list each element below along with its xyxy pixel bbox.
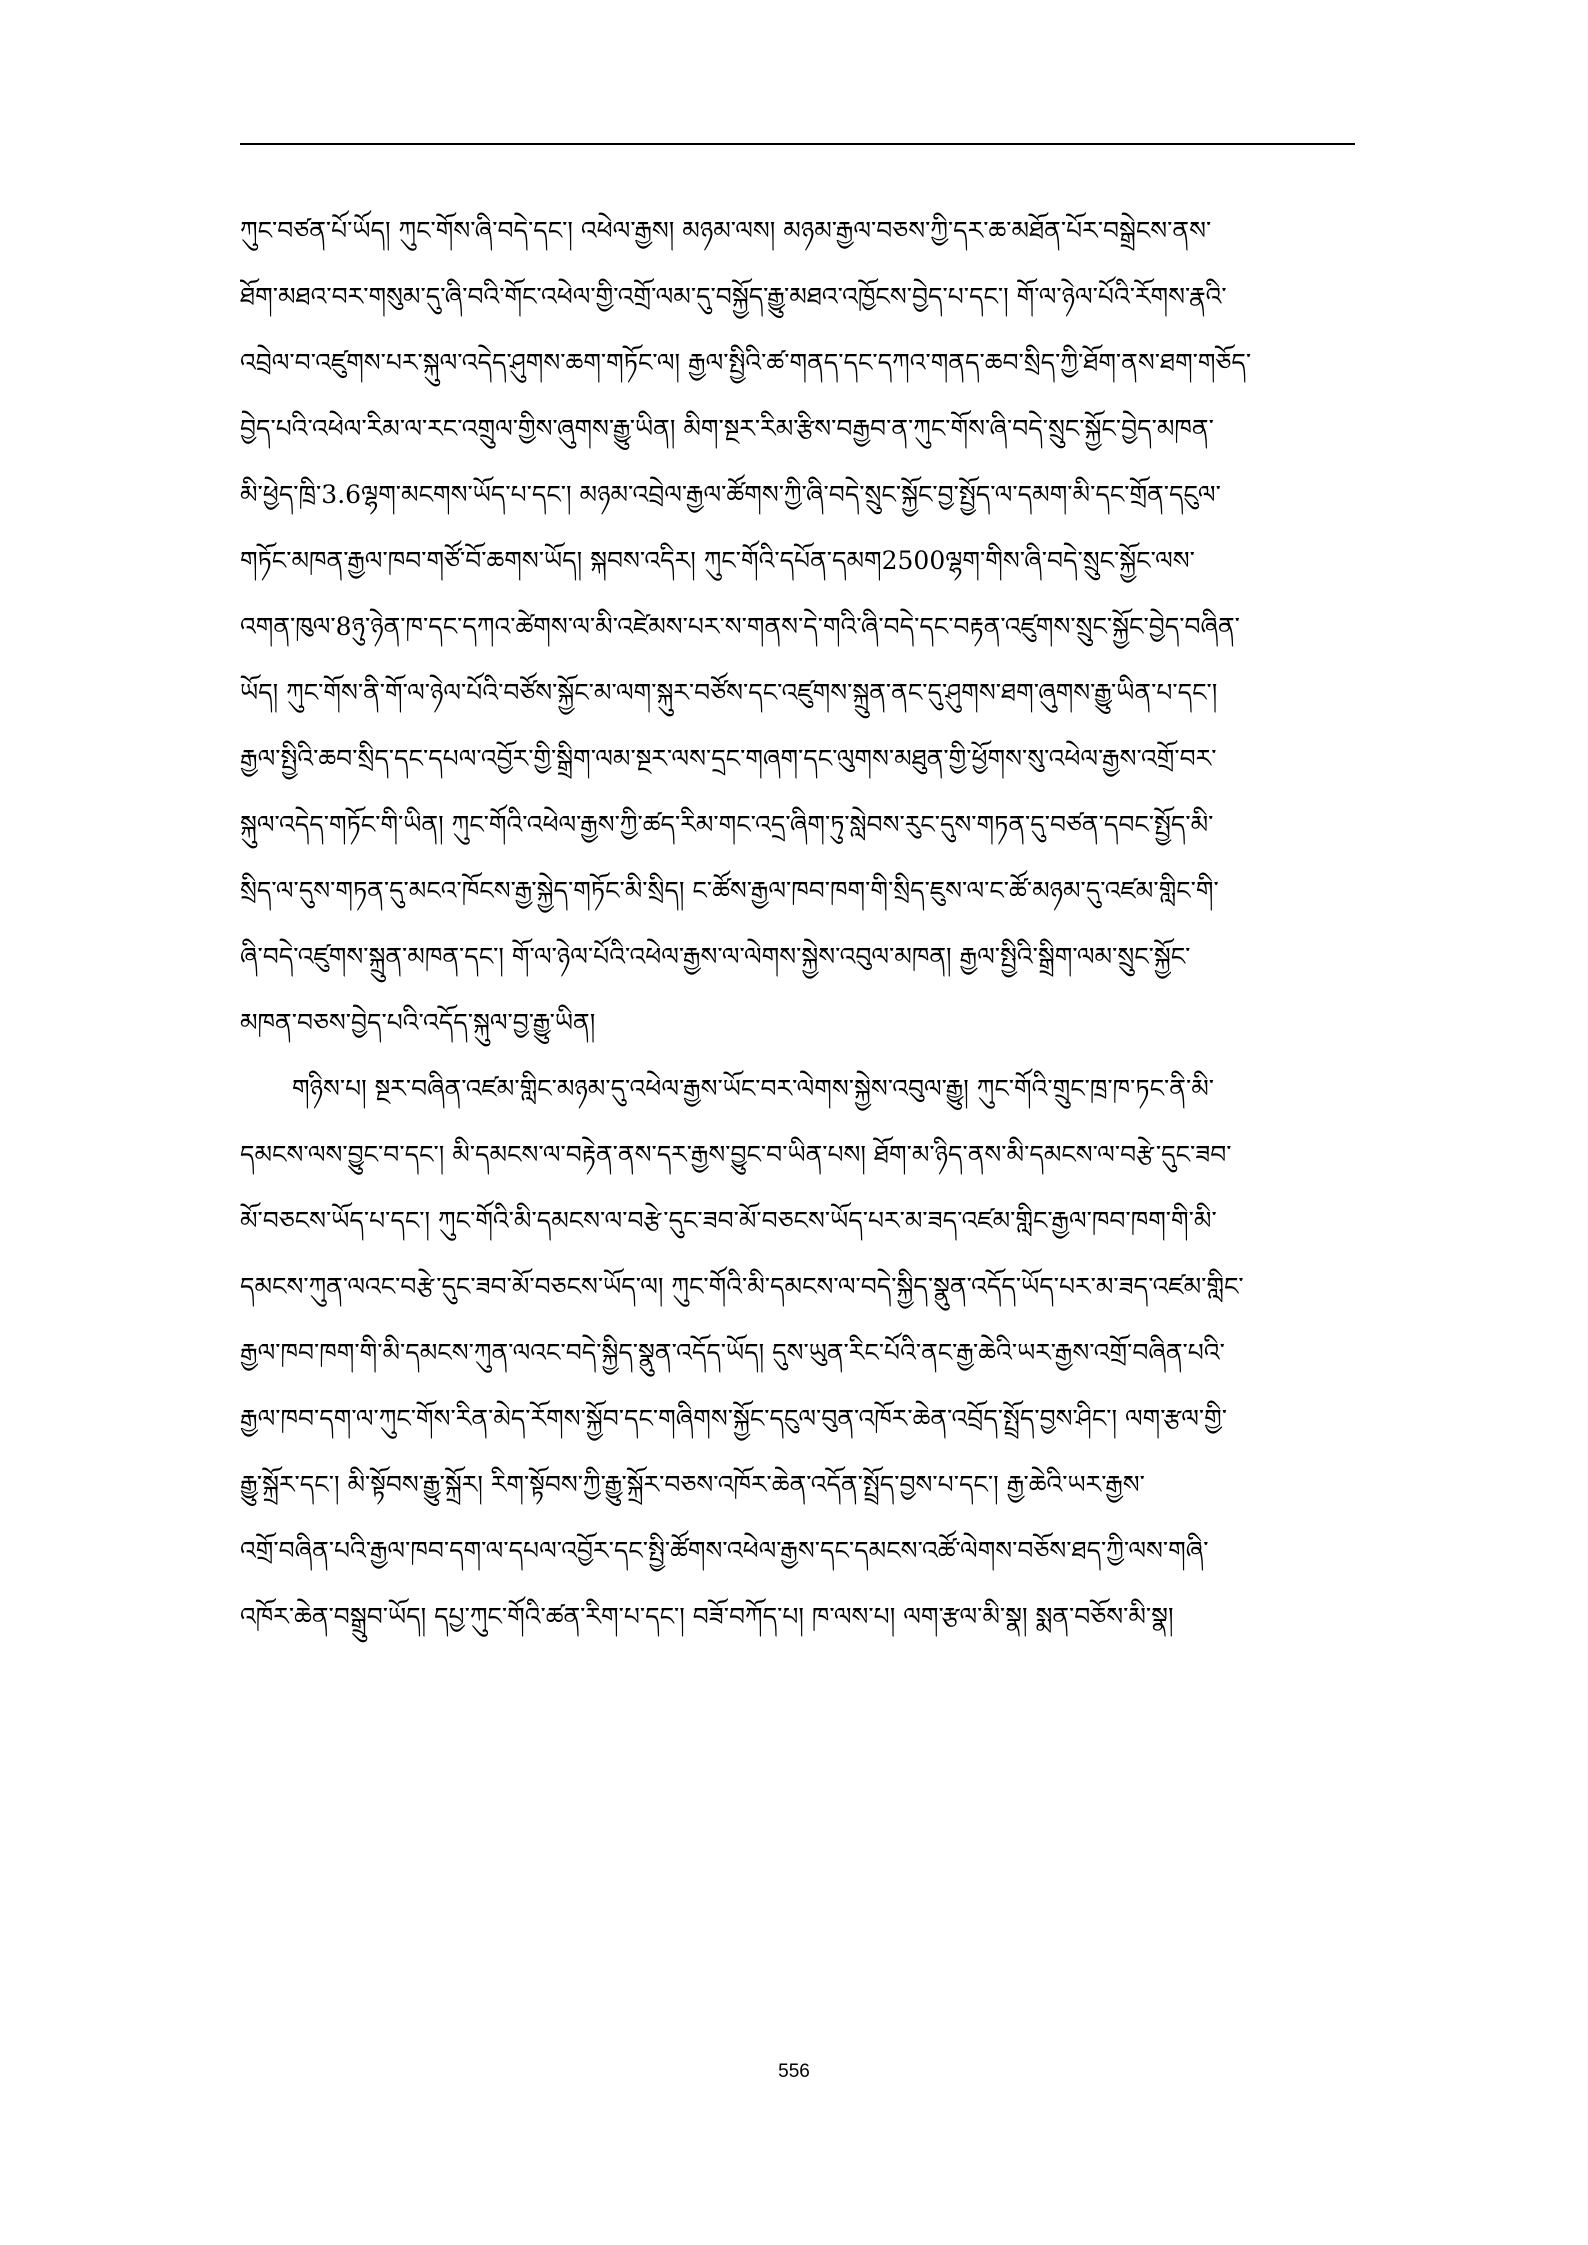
paragraph-2 xyxy=(240,1056,1355,1650)
header-rule xyxy=(240,143,1355,145)
text-line: དམངས་ལས་བྱུང་བ་དང་། མི་དམངས་ལ་བརྟེན་ནས་དར་རྒྱས་བྱུང་བ་ཡིན་པས། ཐོག་མ་ཉིད་ནས་མི་དམངས་ལ་བརྩེ་དུང་ཟབ་ xyxy=(240,1140,1232,1169)
text-line: རྒྱུ་སྐྲོར་དང་། མི་སྟོབས་རྒྱུ་སྐྲོར། རིག་སྟོབས་ཀྱི་རྒྱུ་སྐྲོར་བཅས་འཁོར་ཆེན་འདོན་སྤྲོད་བྱས་པ་དང་། རྒྱ་ཆེའི་ཡར་རྒྱས་ xyxy=(240,1470,1145,1499)
text-line: རྒྱལ་ཁབ་དག་ལ་ཀུང་གོས་རིན་མེད་རོགས་སྐྱོབ་དང་གཞིགས་སྐྱོང་དངུལ་བུན་འཁོར་ཆེན་འབྲོད་སྤྲོད་བྱས་ཤིང་། ལག་རྩལ་གྱི་ xyxy=(240,1404,1228,1433)
text-line: ཞི་བདེ་འཛུགས་སྐྲུན་མཁན་དང་། གོ་ལ་ཉེལ་པོའི་འཕེལ་རྒྱས་ལ་ལེགས་སྐྱེས་འབུལ་མཁན། རྒྱལ་སྤྱིའི་སྒྲིག་ལམ་སྲུང་སྐྱོང་ xyxy=(240,942,1191,971)
text-line: དམངས་ཀུན་ལའང་བརྩེ་དུང་ཟབ་མོ་བཅངས་ཡོད་ལ། ཀུང་གོའི་མི་དམངས་ལ་བདེ་སྐྱིད་སྣུན་འདོད་ཡོད་པར་མ་ཟད་འཛམ་གླིང་ xyxy=(240,1272,1244,1301)
paragraph-1 xyxy=(240,198,1355,1056)
text-line: གཉིས་པ། སྔར་བཞིན་འཛམ་གླིང་མཉམ་དུ་འཕེལ་རྒྱས་ཡོང་བར་ལེགས་སྐྱེས་འབུལ་རྒྱུ། ཀུང་གོའི་གྲུང་ཁྲ་ཁ་ཏང་ནི་མི་ xyxy=(292,1074,1214,1103)
text-line: བྱེད་པའི་འཕེལ་རིམ་ལ་རང་འགྲུལ་གྱིས་ཞུགས་རྒྱུ་ཡིན། མིག་སྔར་རིམ་རྩིས་བརྒྱབ་ན་ཀུང་གོས་ཞི་བདེ་སྲུང་སྐྱོང་བྱེད་མཁན་ xyxy=(240,414,1214,443)
text-line: མཁན་བཅས་བྱེད་པའི་འདོད་སྐུལ་བྱ་རྒྱུ་ཡིན། xyxy=(240,1008,596,1037)
text-line: ཡོད། ཀུང་གོས་ནི་གོ་ལ་ཉེལ་པོའི་བཙོས་སྐྱོང་མ་ལག་སྐུར་བཙོས་དང་འཛུགས་སྐྲུན་ནང་དུ་ཤུགས་ཐག་ཞུགས་རྒྱུ་ཡིན་པ་དང་། xyxy=(240,678,1218,707)
text-line: གཏོང་མཁན་རྒྱལ་ཁབ་གཙོ་བོ་ཆགས་ཡོད། སྐབས་འདིར། ཀུང་གོའི་དཔོན་དམག2500ལྷག་གིས་ཞི་བདེ་སྲུང་སྐྱོང་ལས་ xyxy=(240,546,1195,575)
text-line: ཐོག་མཐའ་བར་གསུམ་དུ་ཞི་བའི་གོང་འཕེལ་གྱི་འགྲོ་ལམ་དུ་བསྐྱོད་རྒྱུ་མཐའ་འཁྱོངས་བྱེད་པ་དང་། གོ་ལ་ཉེལ་པོའི་རོགས་རྣའི་ xyxy=(240,282,1227,311)
text-line: མི་ཕྱེད་ཁྲི་3.6ལྷག་མངགས་ཡོད་པ་དང་། མཉམ་འབྲེལ་རྒྱལ་ཚོགས་ཀྱི་ཞི་བདེ་སྲུང་སྐྱོང་བྱ་སྤྱོད་ལ་དམག་མི་དང་གྲོན་དངུལ་ xyxy=(240,480,1221,509)
text-line: སྐུལ་འདེད་གཏོང་གི་ཡིན། ཀུང་གོའི་འཕེལ་རྒྱས་ཀྱི་ཚད་རིམ་གང་འདྲ་ཞིག་ཏུ་སླེབས་རུང་དུས་གཏན་དུ་བཙན་དབང་སྤྱོད་མི་ xyxy=(240,810,1214,839)
text-line: ཀུང་བཙན་པོ་ཡོད། ཀུང་གོས་ཞི་བདེ་དང་། འཕེལ་རྒྱས། མཉམ་ལས། མཉམ་རྒྱལ་བཅས་ཀྱི་དར་ཆ་མཐོན་པོར་བསྒྲེངས་ནས་ xyxy=(240,216,1212,245)
text-line: རྒྱལ་སྤྱིའི་ཆབ་སྲིད་དང་དཔལ་འབྱོར་གྱི་སྒྲིག་ལམ་སྔར་ལས་དྲང་གཞག་དང་ལུགས་མཐུན་གྱི་ཕྱོགས་སུ་འཕེལ་རྒྱས་འགྲོ་བར་ xyxy=(240,744,1217,773)
text-line: འགན་ཁུལ་8ཉུ་ཉེན་ཁ་དང་དཀའ་ཚེགས་ལ་མི་འཛེམས་པར་ས་གནས་དེ་གའི་ཞི་བདེ་དང་བརྟན་འཛུགས་སྲུང་སྐྱོང་བྱེད་བཞིན་ xyxy=(240,612,1240,641)
page-number: 556 xyxy=(778,2061,810,2082)
body-text xyxy=(240,198,1355,1650)
text-line: མོ་བཅངས་ཡོད་པ་དང་། ཀུང་གོའི་མི་དམངས་ལ་བརྩེ་དུང་ཟབ་མོ་བཅངས་ཡོད་པར་མ་ཟད་འཛམ་གླིང་རྒྱལ་ཁབ་ཁག་གི་མི་ xyxy=(240,1206,1217,1235)
text-line: འཁོར་ཆེན་བསྒྲུབ་ཡོད། དཔྱ་ཀུང་གོའི་ཚན་རིག་པ་དང་། བཟོ་བཀོད་པ། ཁ་ལས་པ། ལག་རྩལ་མི་སྣ། སྨན་བཅོས་མི་སྣ། xyxy=(240,1602,1174,1631)
text-line: སྲིད་ལ་དུས་གཏན་དུ་མངའ་ཁོངས་རྒྱ་སྐྱེད་གཏོང་མི་སྲིད། ང་ཚོས་རྒྱལ་ཁབ་ཁག་གི་སྲིད་ཇུས་ལ་ང་ཚོ་མཉམ་དུ་འཛམ་གླིང་གི་ xyxy=(240,876,1219,905)
text-line: འགྲོ་བཞིན་པའི་རྒྱལ་ཁབ་དག་ལ་དཔལ་འབྱོར་དང་སྤྱི་ཚོགས་འཕེལ་རྒྱས་དང་དམངས་འཚོ་ལེགས་བཅོས་ཐད་ཀྱི་ལས་གཞི་ xyxy=(240,1536,1209,1565)
text-line: རྒྱལ་ཁབ་ཁག་གི་མི་དམངས་ཀུན་ལའང་བདེ་སྐྱིད་སྣུན་འདོད་ཡོད། དུས་ཡུན་རིང་པོའི་ནང་རྒྱ་ཆེའི་ཡར་རྒྱས་འགྲོ་བཞིན་པའི་ xyxy=(240,1338,1225,1367)
text-line: འབྲེལ་བ་འཛུགས་པར་སྐུལ་འདེད་ཤུགས་ཆག་གཏོང་ལ། རྒྱལ་སྤྱིའི་ཚ་གནད་དང་དཀའ་གནད་ཆབ་སྲིད་ཀྱི་ཐོག་ནས་ཐག་གཅོད་ xyxy=(240,348,1252,377)
